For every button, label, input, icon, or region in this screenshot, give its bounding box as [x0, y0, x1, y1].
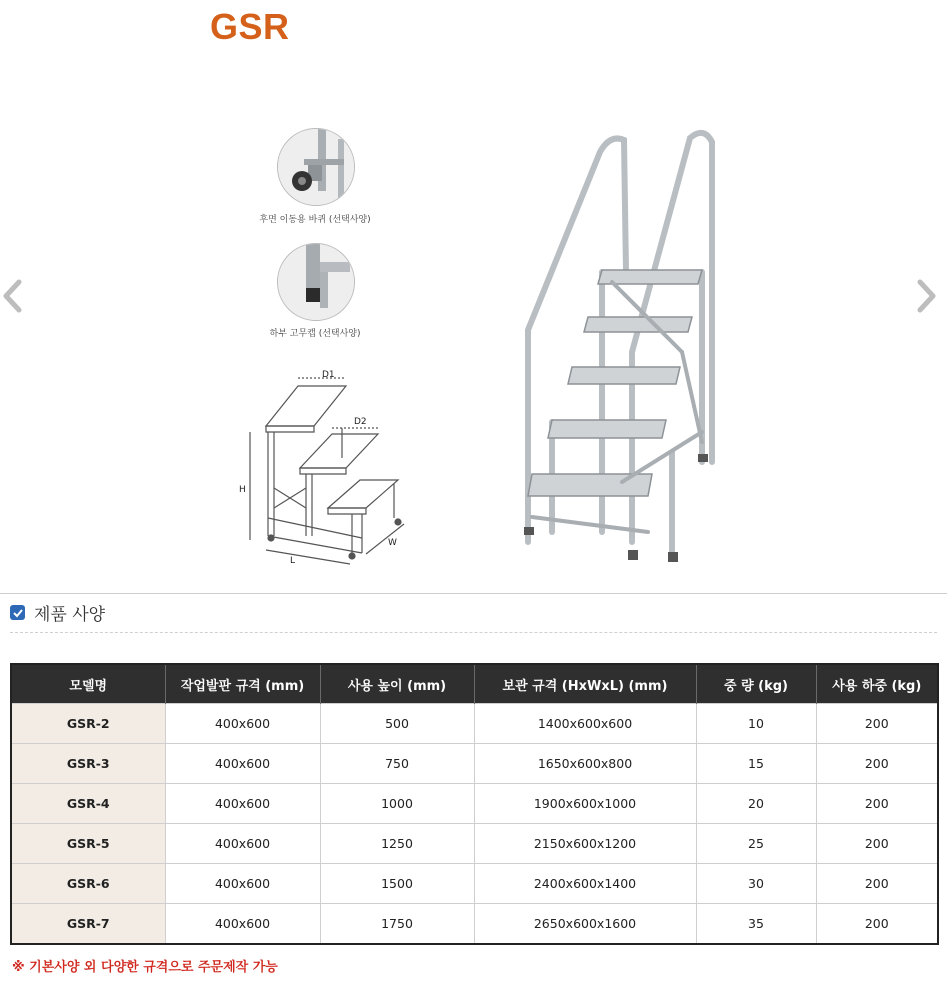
cell-load: 200: [816, 904, 938, 945]
diagram-label-l: L: [290, 556, 296, 566]
cell-load: 200: [816, 744, 938, 784]
cell-storage-size: 1650x600x800: [474, 744, 696, 784]
cell-storage-size: 2400x600x1400: [474, 864, 696, 904]
cell-use-height: 1000: [320, 784, 474, 824]
cell-storage-size: 1900x600x1000: [474, 784, 696, 824]
cell-use-height: 1750: [320, 904, 474, 945]
cell-platform-size: 400x600: [165, 784, 320, 824]
cell-use-height: 1500: [320, 864, 474, 904]
cell-platform-size: 400x600: [165, 824, 320, 864]
cell-weight: 30: [696, 864, 816, 904]
custom-order-note: ※ 기본사양 외 다양한 규격으로 주문제작 가능: [12, 960, 278, 975]
table-row: [11, 744, 938, 784]
cell-platform-size: 400x600: [165, 864, 320, 904]
spec-section-header: [10, 600, 105, 625]
cell-storage-size: 1400x600x600: [474, 704, 696, 744]
cell-use-height: 500: [320, 704, 474, 744]
cell-model: GSR-7: [11, 904, 165, 945]
cell-load: 200: [816, 864, 938, 904]
cell-storage-size: 2650x600x1600: [474, 904, 696, 945]
cell-load: 200: [816, 824, 938, 864]
chevron-right-icon: [913, 278, 939, 314]
product-title: GSR: [210, 6, 290, 47]
cell-use-height: 1250: [320, 824, 474, 864]
cell-model: GSR-3: [11, 744, 165, 784]
spec-table: [10, 663, 939, 945]
cell-platform-size: 400x600: [165, 904, 320, 945]
rubber-cap-caption: 하부 고무캡 (선택사양): [269, 329, 361, 339]
cell-load: 200: [816, 784, 938, 824]
checkbox-checked-icon: [10, 605, 25, 620]
spec-section-title: 제품 사양: [34, 605, 106, 625]
cell-weight: 10: [696, 704, 816, 744]
cell-platform-size: 400x600: [165, 744, 320, 784]
diagram-label-d1: D1: [322, 370, 335, 380]
cell-model: GSR-2: [11, 704, 165, 744]
table-header-row: [11, 664, 938, 704]
wheel-detail-image: [277, 128, 355, 206]
cell-model: GSR-5: [11, 824, 165, 864]
cell-weight: 35: [696, 904, 816, 945]
table-row: [11, 864, 938, 904]
cell-weight: 20: [696, 784, 816, 824]
table-row: [11, 824, 938, 864]
cell-load: 200: [816, 704, 938, 744]
cell-weight: 25: [696, 824, 816, 864]
col-header-use-height: 사용 높이 (mm): [320, 664, 474, 704]
cell-storage-size: 2150x600x1200: [474, 824, 696, 864]
rubber-cap-detail-image: [277, 243, 355, 321]
diagram-label-d2: D2: [354, 417, 367, 427]
table-row: [11, 704, 938, 744]
gallery-prev-button[interactable]: [0, 278, 26, 314]
table-row: [11, 904, 938, 945]
col-header-weight: 중 량 (kg): [696, 664, 816, 704]
diagram-label-w: W: [388, 538, 397, 548]
dimension-diagram: [238, 368, 413, 573]
section-divider: [0, 593, 947, 594]
col-header-platform-size: 작업발판 규격 (mm): [165, 664, 320, 704]
cell-model: GSR-6: [11, 864, 165, 904]
col-header-load: 사용 하중 (kg): [816, 664, 938, 704]
diagram-label-h: H: [239, 485, 246, 495]
cell-model: GSR-4: [11, 784, 165, 824]
col-header-model: 모델명: [11, 664, 165, 704]
product-photo: [512, 122, 724, 572]
chevron-left-icon: [0, 278, 26, 314]
dashed-divider: [10, 632, 937, 633]
cell-use-height: 750: [320, 744, 474, 784]
cell-weight: 15: [696, 744, 816, 784]
table-row: [11, 784, 938, 824]
col-header-storage-size: 보관 규격 (HxWxL) (mm): [474, 664, 696, 704]
cell-platform-size: 400x600: [165, 704, 320, 744]
gallery-next-button[interactable]: [913, 278, 939, 314]
wheel-caption: 후면 이동용 바퀴 (선택사양): [259, 215, 371, 225]
